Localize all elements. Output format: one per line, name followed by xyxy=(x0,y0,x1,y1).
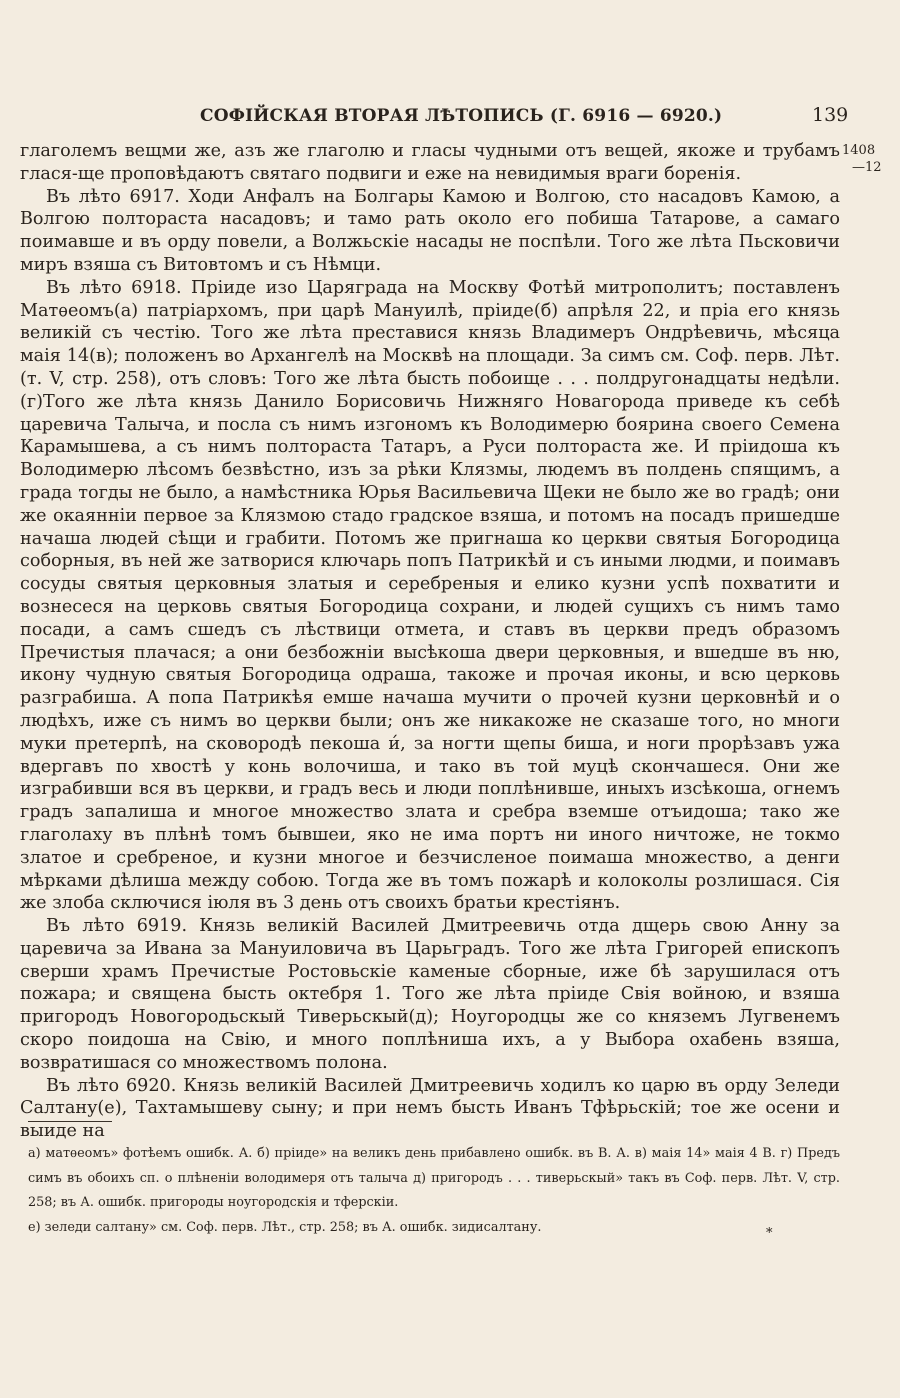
page-number: 139 xyxy=(812,104,849,126)
paragraph-continuation: глаголемъ вещми же, азъ же глаголю и гласы чудными отъ вещей, якоже и трубамъ глася-щe проповѣдаютъ святаго подвиги и еже на невидимыя враги боренія. xyxy=(20,141,840,184)
signature-mark: * xyxy=(766,1226,773,1241)
running-head: СОФІЙСКАЯ ВТОРАЯ ЛѢТОПИСЬ (Г. 6916 — 6920.) xyxy=(200,106,723,126)
chronicle-text xyxy=(20,140,840,1143)
paragraph-year-6920: Въ лѣто 6920. Князь великій Василей Дмитреевичь ходилъ ко царю въ орду Зеледи Салтану(е), Тахтамышеву сыну; и при немъ бысть Иванъ Тфѣрьскій; тое же осени и выиде на xyxy=(20,1075,840,1142)
footnote-entry: е) зеледи салтану» см. Соф. перв. Лѣт., стр. 258; въ А. ошибк. зидисалтану. xyxy=(28,1219,542,1235)
page-header xyxy=(0,104,900,134)
footnote-rule xyxy=(28,1121,112,1122)
margin-year-end: —12 xyxy=(852,160,882,175)
paragraph-year-6918: Въ лѣто 6918. Пріиде изо Царяграда на Москву Фотѣй митрополитъ; поставленъ Матѳеомъ(а) патріархомъ, при царѣ Мануилѣ, пріиде(б) апрѣля 22, и пріа его князь великій съ честію. Того же лѣта преставися князь Владимеръ Ондрѣевичь, мѣсяца маія 14(в); положенъ во Архангелѣ на Москвѣ на площади. За симъ см. Соф. перв. Лѣт. (т. V, стр. 258), отъ словъ: Того же лѣта бысть побоище . . . полдругонадцаты недѣли. (г)Того же лѣта князь Данило Борисовичь Нижняго Новагорода приведе къ себѣ царевича Талыча, и посла съ нимъ изгономъ къ Володимерю боярина своего Семена Карамышева, а съ нимъ полтораста Татаръ, а Руси полтораста же. И пріидоша къ Володимерю лѣсомъ безвѣстно, изъ за рѣки Клязмы, людемъ въ полдень спящимъ, а града тогды не было, а намѣстника Юрья Васильевича Щеки не было же во градѣ; они же окаяннiи первое за Клязмою стадо градское взяша, и потомъ на посадъ пришедше начаша людей сѣщи и грабити. Потомъ же пригнаша ко церкви святыя Богородица соборныя, въ ней же затворися ключарь попъ Патрикѣй и съ иными людми, и поимавъ сосуды святыя церковныя златыя и серебреныя и елико кузни успѣ похватити и вознесеся на церковь святыя Богородица сохрани, и людей сущихъ съ нимъ тамо посади, а самъ сшедъ съ лѣствици отмета, и ставъ въ церкви предъ образомъ Пречистыя плачася; а они безбожніи высѣкоша двери церковныя, и вшедше въ ню, икону чудную святыя Богородица одраша, такоже и прочая иконы, и всю церковь разграбиша. А попа Патрикѣя емше начаша мучити о прочей кузни церковнѣй и о людѣхъ, иже съ нимъ во церкви были; онъ же никакоже не сказаше того, но многи муки претерпѣ, на сковородѣ пекоша и́, за ногти щепы биша, и ноги прорѣзавъ ужа вдергавъ по хвостѣ у конь волочиша, и тако въ той муцѣ скончашеся. Они же изграбивши вся въ церкви, и градъ весь и люди поплѣнивше, иныхъ изсѣкоша, огнемъ градъ запалиша и многое множество злата и сребра вземше отъидоша; тако же глаголаху въ плѣнѣ томъ бывшеи, яко не има портъ ни иного ничтоже, не токмо златое и сребреное, и кузни многое и безчисленое поимаша множество, а денги мѣрками дѣлиша между собою. Тогда же въ томъ пожарѣ и колоколы розлишася. Сія же злоба сключися іюля въ 3 день отъ своихъ братьи крестіянъ. xyxy=(20,277,840,914)
footnotes xyxy=(28,1142,840,1240)
footnote-entry: а) матѳеомъ» фотѣемъ ошибк. А. б) пріиде» на великъ день прибавлено ошибк. въ В. А. в) маія 14» маія 4 В. г) Предъ симъ въ обоихъ сп. о плѣненіи володимеря отъ талыча д) пригородъ . . . тиверьскый» такъ въ Соф. перв. Лѣт. V, стр. 258; въ А. ошибк. пригороды ноугородскія и тферскіи. xyxy=(28,1146,840,1210)
paragraph-year-6917: Въ лѣто 6917. Ходи Анфалъ на Болгары Камою и Волгою, сто насадовъ Камою, а Волгою полтораста насадовъ; и тамо рать около его побиша Татарове, а самаго поимавше и въ орду повели, а Волжьскіе насады не поспѣли. Того же лѣта Пьсковичи миръ взяша съ Витовтомъ и съ Нѣмци. xyxy=(20,186,840,275)
paragraph-year-6919: Въ лѣто 6919. Князь великій Василей Дмитреевичь отда дщерь свою Анну за царевича за Ивана за Мануиловича въ Царьградъ. Того же лѣта Григорей епископъ сверши храмъ Пречистые Ростовьскіе каменые сборные, иже бѣ зарушилася отъ пожара; и священа бысть октебря 1. Того же лѣта пріиде Свія войною, и взяша пригородъ Новогородьскый Тиверьскый(д); Ноугородцы же со княземъ Лугвенемъ скоро поидоша на Свію, и много поплѣниша ихъ, а у Выбора охабень взяша, возвратишася со множествомъ полона. xyxy=(20,916,840,1073)
margin-year-start: 1408 xyxy=(842,143,876,158)
